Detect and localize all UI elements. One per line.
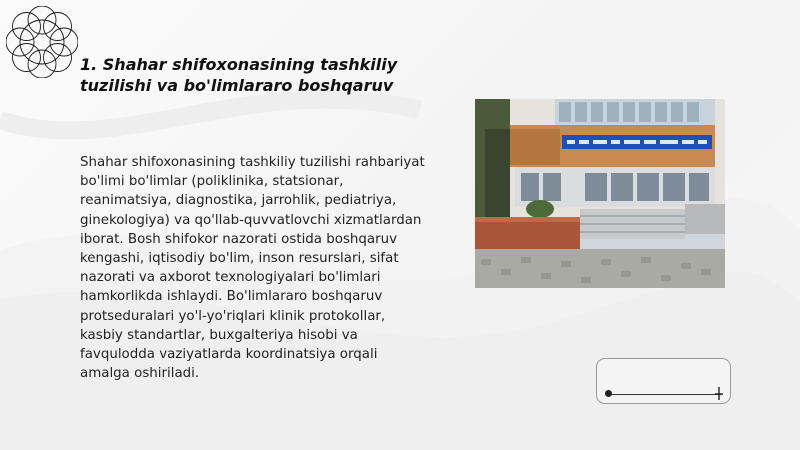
timeline-slider[interactable] [596, 358, 731, 404]
slide-body-text: Shahar shifoxonasining tashkiliy tuzilishi rahbariyat bo'limi bo'limlar (poliklinika, statsionar, reanimatsiya, diagnostika, jarrohlik, pediatriya, ginekologiya) va qo'llab-quvvatlovchi xizmatlardan iborat. Bosh shifokor nazorati ostida boshqaruv kengashi, iqtisodiy bo'lim, inson resurslari, sifat nazorati va axborot texnologiyalari bo'limlari hamkorlikda ishlaydi. Bo'limlararo boshqaruv protseduralari yo'l-yo'riqlari klinik protokollar, kasbiy standartlar, buxgalteriya hisobi va favqulodda vaziyatlarda koordinatsiya orqali amalga oshiriladi. [80, 155, 425, 382]
slider-end-plus-icon[interactable] [714, 387, 724, 400]
hospital-building-photo [475, 99, 725, 288]
slider-track[interactable] [609, 394, 721, 395]
rosette-logo-icon [6, 6, 78, 78]
slider-start-dot-icon[interactable] [605, 390, 612, 397]
slide-title: 1. Shahar shifoxonasining tashkiliy tuzilishi va bo'limlararo boshqaruv [80, 55, 398, 95]
